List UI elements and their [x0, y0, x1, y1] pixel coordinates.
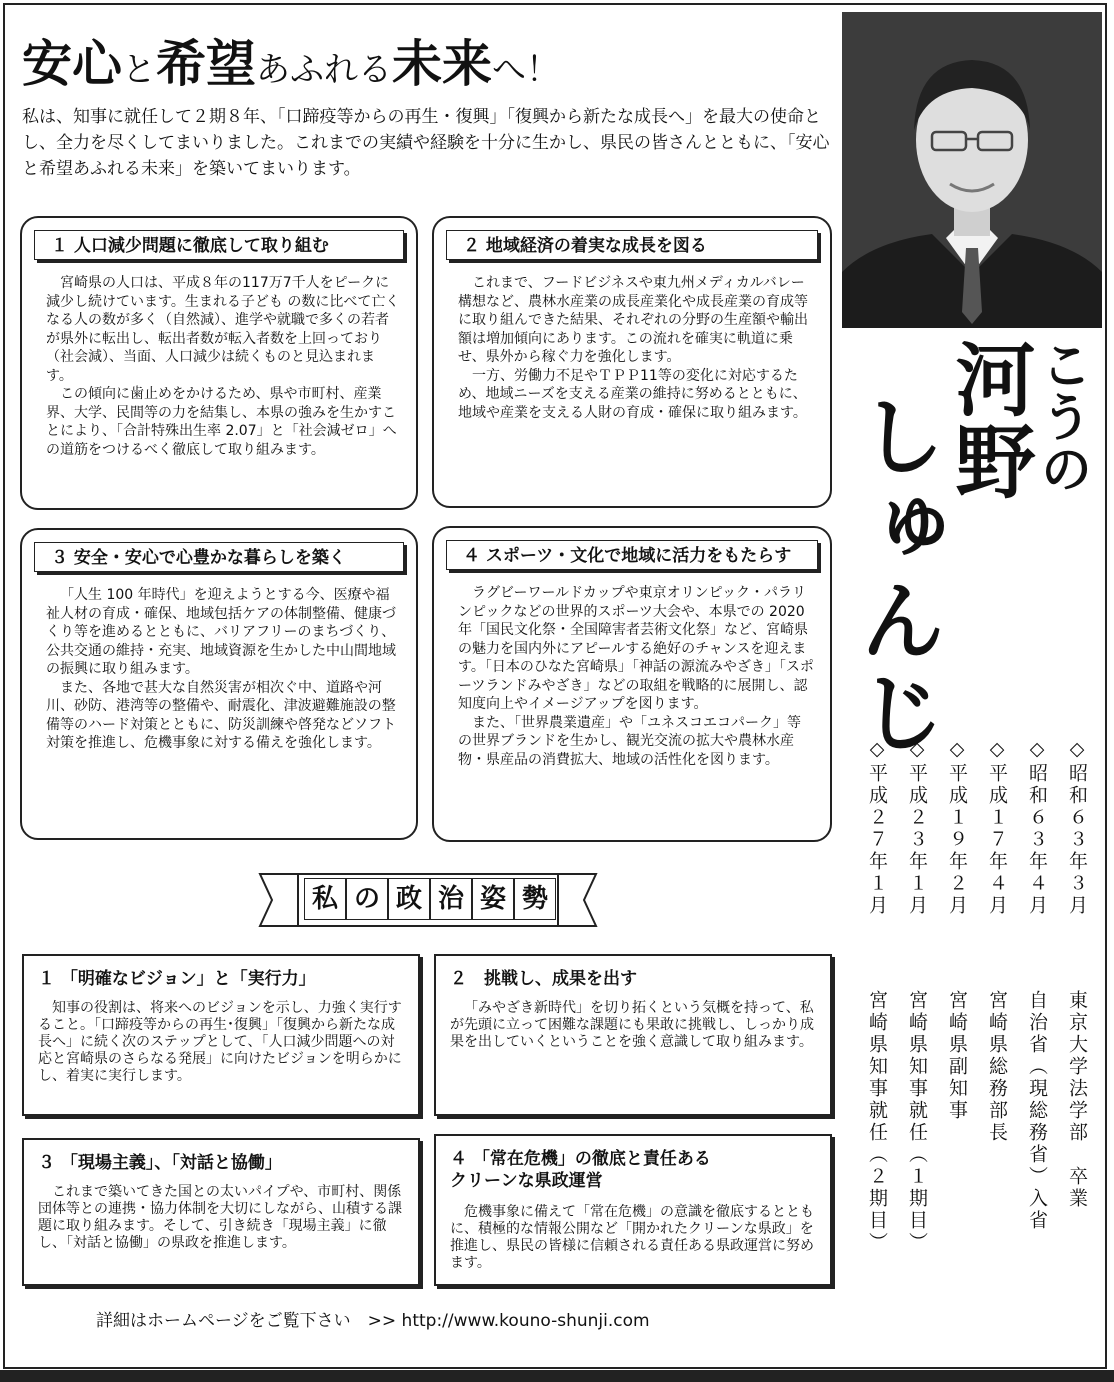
stance-body	[38, 1184, 406, 1252]
career-history	[856, 738, 1100, 1258]
stance-title: ４ 「常在危機」の徹底と責任ある クリーンな県政運営	[450, 1149, 711, 1191]
stance-paragraph: 危機事象に備えて「常在危機」の意識を徹底するとともに、積極的な情報公開など「開かれたクリーンな県政」を推進し、県民の皆様に信頼される責任ある県政運営に努めます。	[450, 1204, 814, 1271]
career-entry	[860, 738, 894, 1258]
stance-title: １ 「明確なビジョン」と「実行力」	[38, 969, 316, 989]
policy-box	[20, 216, 418, 510]
policy-body	[46, 274, 400, 459]
policy-paragraph: 「人生 100 年時代」を迎えようとする今、医療や福祉人材の育成・確保、地域包括ケアの体制整備、健康づくり等を進めるとともに、バリアフリーのまちづくり、公共交通の維持・充実、地域資源を生かした中山間地域の振興に取り組みます。	[46, 587, 396, 677]
section-banner	[258, 872, 598, 928]
policy-paragraph: この傾向に歯止めをかけるため、県や市町村、産業界、大学、民間等の力を結集し、本県の強みを生かすことにより、「合計特殊出生率 2.07」と「社会減ゼロ」への道筋をつけるべく徹底して取り組みます。	[46, 386, 397, 458]
headline-part: 安心	[22, 34, 122, 93]
career-date: ◇平成２７年１月	[866, 738, 888, 917]
stance-paragraph: これまで築いてきた国との太いパイプや、市町村、関係団体等との連携・協力体制を大切にしながら、山積する課題に取り組みます。そして、引き続き「現場主義」に徹し、「対話と協働」の県政を推進します。	[38, 1184, 402, 1251]
candidate-name-hira: しゅんじ	[845, 392, 945, 760]
policy-title: ２ 地域経済の着実な成長を図る	[446, 230, 818, 260]
stance-box	[22, 1138, 420, 1286]
policy-box	[20, 528, 418, 840]
policy-box	[432, 526, 832, 842]
policy-body	[46, 586, 400, 753]
policy-paragraph: また、各地で甚大な自然災害が相次ぐ中、道路や河川、砂防、港湾等の整備や、耐震化、津波避難施設の整備等のハード対策とともに、防災訓練や啓発などソフト対策を推進し、危機事象に対する備えを強化します。	[46, 679, 396, 751]
career-entry	[1020, 738, 1054, 1258]
policy-paragraph: これまで、フードビジネスや東九州メディカルバレー構想など、農林水産業の成長産業化や成長産業の育成等に取り組んできた結果、それぞれの分野の生産額や輸出額は増加傾向にあります。この流れを確実に軌道に乗せ、県外から稼ぐ力を強化します。	[458, 275, 808, 365]
policy-paragraph: 宮崎県の人口は、平成８年の117万7千人をピークに減少し続けています。生まれる子ども の数に比べて亡くなる人の数が多く（自然減）、進学や就職で多くの若者が県外に転出し、転出者数が転入者数を上回っており（社会減）、当面、人口減少は続くものと見込まれます。	[46, 275, 400, 384]
banner-char: 姿	[472, 878, 514, 920]
career-entry	[900, 738, 934, 1258]
policy-box	[432, 216, 832, 508]
policy-title: ３ 安全・安心で心豊かな暮らしを築く	[34, 542, 404, 572]
policy-title: １ 人口減少問題に徹底して取り組む	[34, 230, 404, 260]
career-entry	[980, 738, 1014, 1258]
stance-box	[22, 954, 420, 1116]
candidate-name-kanji: 河野	[942, 338, 1035, 502]
career-entry	[940, 738, 974, 1258]
policy-paragraph: ラグビーワールドカップや東京オリンピック・パラリンピックなどの世界的スポーツ大会や、本県での 2020 年「国民文化祭・全国障害者芸術文化祭」など、宮崎県の魅力を国内外にアピールする絶好のチャンスを迎えます。「日本のひなた宮崎県」「神話の源流みやざき」「スポーツランドみやざき」などの取組を戦略的に展開し、認知度向上やイメージアップを図ります。	[458, 585, 814, 712]
headline-part: 未来	[392, 34, 492, 93]
career-date: ◇平成１７年４月	[986, 738, 1008, 917]
headline-part: と	[122, 50, 156, 90]
career-event: 自治省（現総務省）入省	[1026, 990, 1048, 1232]
career-entry	[1060, 738, 1094, 1258]
policy-paragraph: また、「世界農業遺産」や「ユネスコエコパーク」等の世界ブランドを生かし、観光交流の拡大や農林水産物・県産品の消費拡大、地域の活性化を図ります。	[458, 714, 801, 768]
policy-paragraph: 一方、労働力不足やＴＰＰ11等の変化に対応するため、地域ニーズを支える産業の維持に努めるとともに、地域や産業を支える人財の育成・確保に取り組みます。	[458, 367, 807, 421]
stance-body	[450, 1204, 818, 1272]
candidate-photo	[842, 12, 1102, 328]
headline-part: あふれる	[256, 50, 392, 90]
career-event: 宮崎県総務部長	[986, 990, 1008, 1144]
banner-chars	[304, 878, 556, 920]
bottom-bar	[0, 1370, 1114, 1382]
career-event: 宮崎県知事就任（１期目）	[906, 990, 928, 1254]
banner-char: 私	[304, 878, 346, 920]
career-date: ◇昭和６３年４月	[1026, 738, 1048, 917]
career-event: 宮崎県副知事	[946, 990, 968, 1122]
stance-title: ３ 「現場主義」、「対話と協働」	[38, 1153, 282, 1173]
banner-char: 政	[388, 878, 430, 920]
policy-title: ４ スポーツ・文化で地域に活力をもたらす	[446, 540, 818, 570]
career-event: 宮崎県知事就任（２期目）	[866, 990, 888, 1254]
headline-part: 希望	[156, 34, 256, 93]
stance-body	[450, 1000, 818, 1051]
stance-paragraph: 知事の役割は、将来へのビジョンを示し、力強く実行すること。「口蹄疫等からの再生･復興」「復興から新たな成長へ」に続く次のステップとして、「人口減少問題への対応と宮崎県のさらなる発展」に向けたビジョンを明らかにし、着実に実行します。	[38, 1000, 402, 1084]
career-date: ◇平成２３年１月	[906, 738, 928, 917]
stance-box	[434, 954, 832, 1116]
portrait-illustration	[842, 12, 1102, 328]
career-date: ◇昭和６３年３月	[1066, 738, 1088, 917]
banner-char: 勢	[514, 878, 556, 920]
stance-title: ２ 挑戦し、成果を出す	[450, 969, 637, 989]
banner-char: の	[346, 878, 388, 920]
career-event: 東京大学法学部 卒業	[1066, 990, 1088, 1210]
banner-char: 治	[430, 878, 472, 920]
career-date: ◇平成１９年２月	[946, 738, 968, 917]
intro-text: 私は、知事に就任して２期８年、「口蹄疫等からの再生・復興」「復興から新たな成長へ」を最大の使命とし、全力を尽くしてまいりました。これまでの実績や経験を十分に生かし、県民の皆さんとともに、「安心と希望あふれる未来」を築いてまいります。	[22, 107, 830, 179]
stance-box	[434, 1134, 832, 1286]
footer-link-text[interactable]: 詳細はホームページをご覧下さい >> http://www.kouno-shunji.com	[96, 1311, 650, 1331]
headline-part: へ！	[492, 50, 560, 90]
candidate-name-kana: こうの	[1031, 338, 1091, 494]
policy-body	[458, 584, 814, 769]
stance-body	[38, 1000, 406, 1085]
policy-body	[458, 274, 814, 422]
headline	[22, 24, 832, 96]
stance-paragraph: 「みやざき新時代」を切り拓くという気概を持って、私が先頭に立って困難な課題にも果敢に挑戦し、しっかり成果を出していくということを強く意識して取り組みます。	[450, 1000, 814, 1050]
